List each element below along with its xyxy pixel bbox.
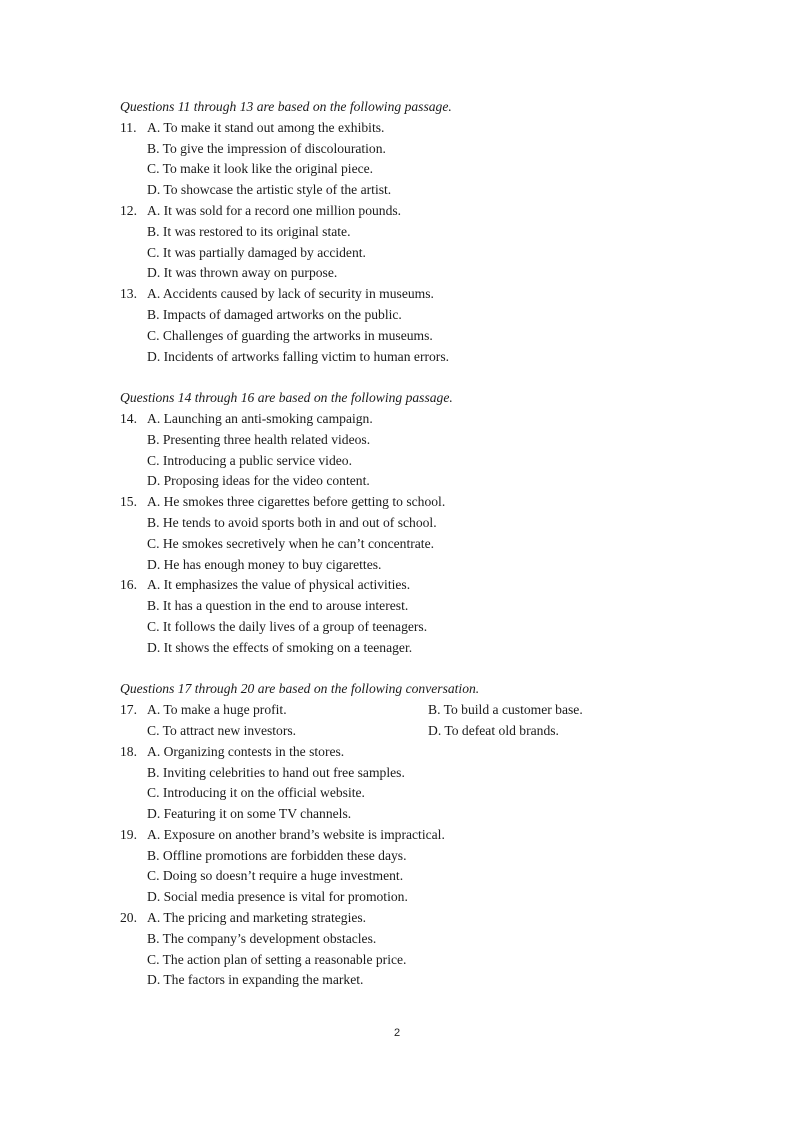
question-number: 11.	[120, 119, 137, 135]
section-heading: Questions 14 through 16 are based on the following passage.	[120, 390, 453, 406]
option-a: A. Accidents caused by lack of security in museums.	[147, 286, 434, 302]
option-d: D. Proposing ideas for the video content.	[147, 473, 370, 489]
option-a: A. It was sold for a record one million pounds.	[147, 202, 402, 218]
question-number: 15.	[120, 494, 137, 510]
option-d: D. It shows the effects of smoking on a teenager.	[147, 639, 413, 655]
option-b: B. It has a question in the end to arouse interest.	[147, 598, 409, 614]
option-a: A. Organizing contests in the stores.	[147, 743, 345, 759]
section-heading: Questions 17 through 20 are based on the following conversation.	[120, 681, 480, 697]
option-d: D. The factors in expanding the market.	[147, 972, 364, 988]
option-a: A. Launching an anti-smoking campaign.	[147, 410, 373, 426]
option-c: C. Doing so doesn’t require a huge investment.	[147, 868, 404, 884]
option-a: A. It emphasizes the value of physical activities.	[147, 577, 411, 593]
option-c: C. He smokes secretively when he can’t concentrate.	[147, 535, 434, 551]
option-c: C. To attract new investors.	[147, 722, 297, 738]
question-11	[120, 118, 680, 201]
question-18	[120, 742, 680, 825]
option-d: D. Social media presence is vital for promotion.	[147, 889, 408, 905]
option-b: B. It was restored to its original state.	[147, 223, 351, 239]
option-c: C. Challenges of guarding the artworks in museums.	[147, 327, 433, 343]
section-heading: Questions 11 through 13 are based on the following passage.	[120, 99, 452, 114]
option-a: A. To make a huge profit.	[147, 702, 287, 718]
question-number: 12.	[120, 202, 137, 218]
option-c: C. It follows the daily lives of a group of teenagers.	[147, 618, 428, 634]
question-number: 17.	[120, 702, 137, 718]
option-d: D. Incidents of artworks falling victim to human errors.	[147, 348, 450, 364]
option-d: D. Featuring it on some TV channels.	[147, 806, 352, 822]
question-19	[120, 825, 680, 908]
option-b: B. To give the impression of discolouration.	[147, 140, 386, 156]
section-spacer	[120, 659, 680, 680]
question-12	[120, 201, 680, 284]
option-a: A. To make it stand out among the exhibits.	[147, 119, 385, 135]
option-c: C. Introducing it on the official website.	[147, 785, 365, 801]
option-c: C. It was partially damaged by accident.	[147, 244, 366, 260]
option-c: C. To make it look like the original piece.	[147, 161, 374, 177]
option-d: D. To defeat old brands.	[428, 722, 559, 738]
option-d: D. He has enough money to buy cigarettes.	[147, 556, 382, 572]
question-number: 16.	[120, 577, 137, 593]
question-number: 18.	[120, 743, 137, 759]
option-b: B. Presenting three health related videos.	[147, 431, 371, 447]
option-c: C. Introducing a public service video.	[147, 452, 352, 468]
option-a: A. He smokes three cigarettes before getting to school.	[147, 494, 446, 510]
section-11-13	[120, 97, 680, 367]
option-b: B. The company’s development obstacles.	[147, 930, 377, 946]
option-a: A. The pricing and marketing strategies.	[147, 910, 367, 926]
question-20	[120, 908, 680, 991]
option-a: A. Exposure on another brand’s website is impractical.	[147, 826, 445, 842]
section-17-20	[120, 679, 680, 991]
option-b: B. To build a customer base.	[428, 702, 583, 718]
question-14	[120, 409, 680, 492]
section-14-16	[120, 388, 680, 658]
option-d: D. To showcase the artistic style of the artist.	[147, 182, 392, 198]
question-15	[120, 492, 680, 575]
option-b: B. Offline promotions are forbidden these days.	[147, 847, 407, 863]
section-spacer	[120, 367, 680, 388]
option-b: B. He tends to avoid sports both in and out of school.	[147, 514, 437, 530]
question-16	[120, 575, 680, 658]
questions-content	[120, 97, 680, 991]
question-number: 20.	[120, 910, 137, 926]
question-17	[120, 700, 680, 742]
question-number: 13.	[120, 286, 137, 302]
option-c: C. The action plan of setting a reasonable price.	[147, 951, 407, 967]
option-d: D. It was thrown away on purpose.	[147, 265, 338, 281]
option-b: B. Impacts of damaged artworks on the public.	[147, 306, 402, 322]
option-b: B. Inviting celebrities to hand out free samples.	[147, 764, 405, 780]
page-number: 2	[393, 1027, 401, 1039]
question-13	[120, 284, 680, 367]
question-number: 19.	[120, 826, 137, 842]
question-number: 14.	[120, 410, 137, 426]
